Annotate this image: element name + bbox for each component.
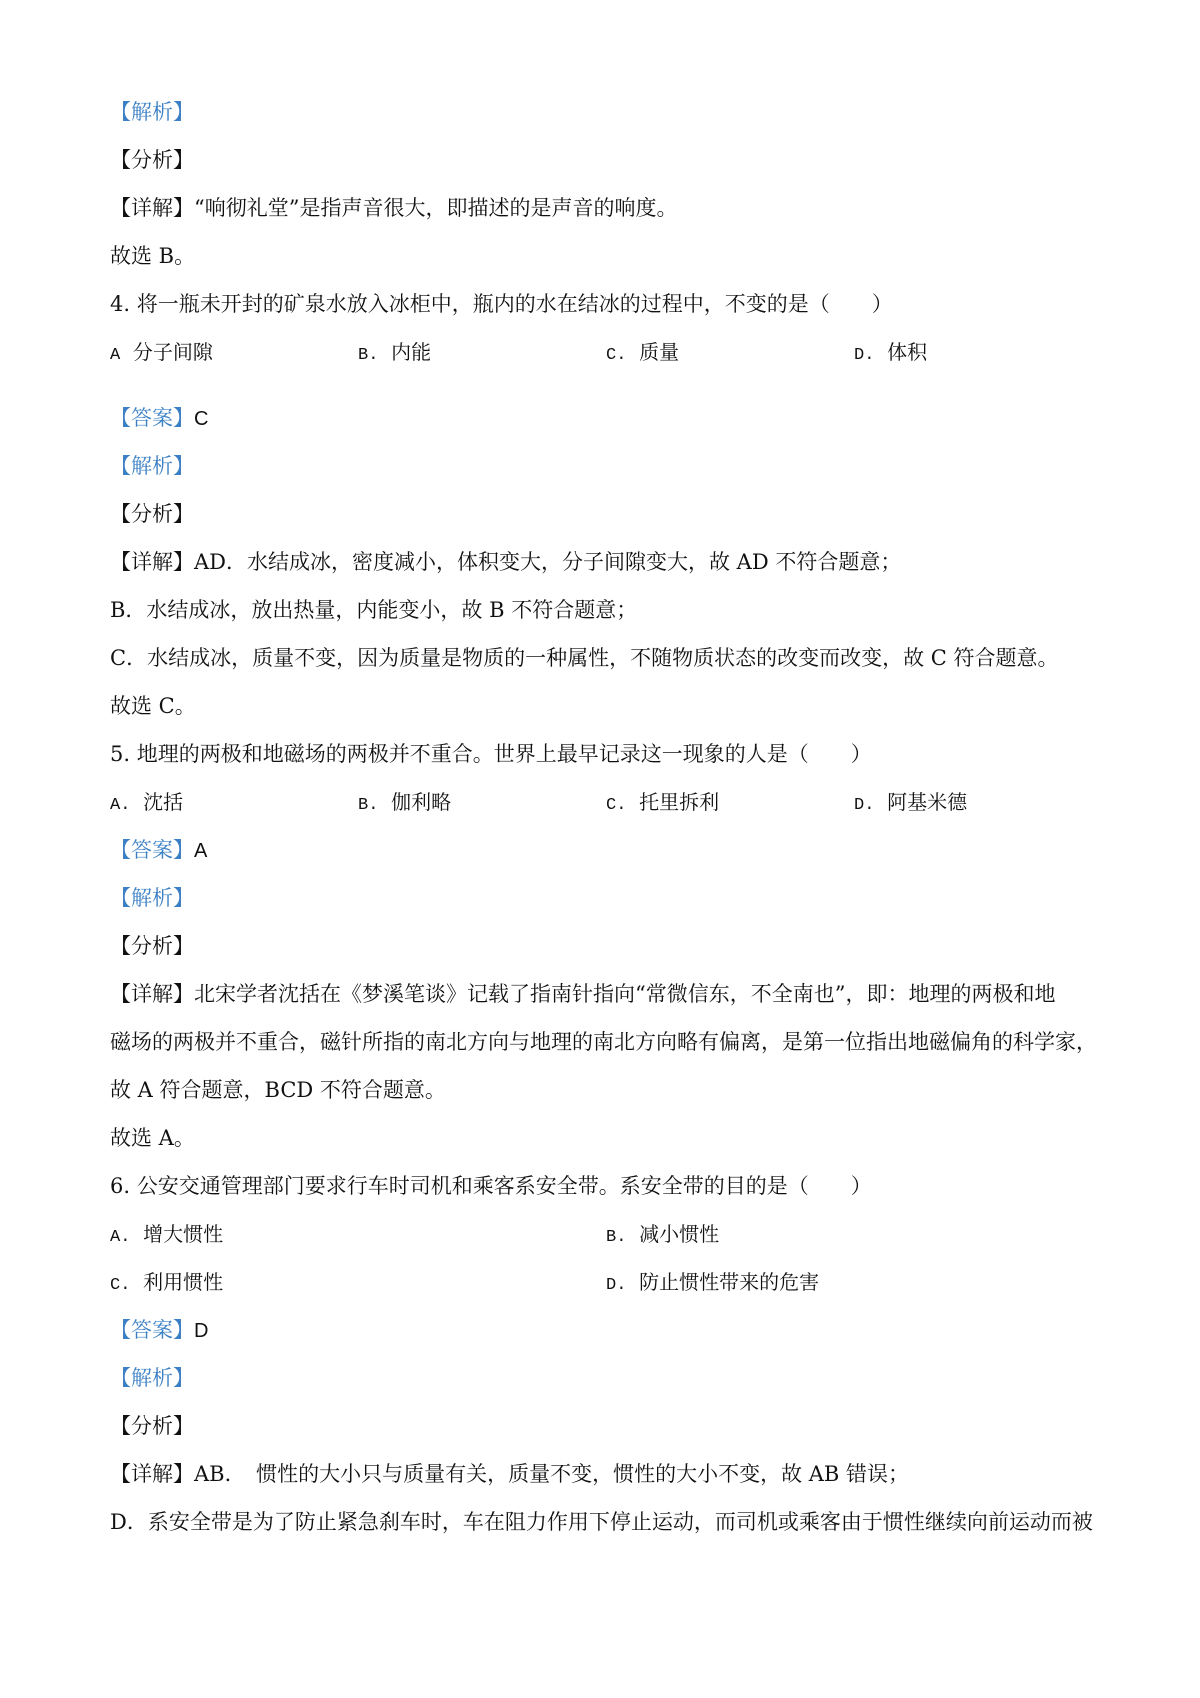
answer-label: 【答案】 [110, 406, 194, 430]
q5-fenxi-label: 【分析】 [110, 934, 194, 958]
q6-detail-line-2: D．系安全带是为了防止紧急刹车时，车在阻力作用下停止运动，而司机或乘客由于惯性继续向前运动而被 [110, 1510, 1093, 1534]
q5-detail-line-3: 故 A 符合题意，BCD 不符合题意。 [110, 1078, 446, 1102]
q4-option-d: D. 体积 [854, 340, 928, 365]
q6-fenxi-label: 【分析】 [110, 1414, 194, 1438]
q4-option-a: A 分子间隙 [110, 340, 213, 365]
q4-number: 4. [110, 292, 131, 316]
q3-detail [110, 194, 1090, 222]
q6-number: 6. [110, 1174, 131, 1198]
q4-option-b: B. 内能 [358, 340, 432, 365]
q4-conclusion: 故选 C。 [110, 694, 196, 718]
q5-option-d: D. 阿基米德 [854, 790, 968, 815]
q6-options-row-1 [110, 1220, 1090, 1248]
q5-option-b: B. 伽利略 [358, 790, 452, 815]
q6-option-a: A. 增大惯性 [110, 1222, 224, 1247]
q4-jiexi-label: 【解析】 [110, 454, 194, 478]
fenxi-label: 【分析】 [110, 148, 194, 172]
q4-fenxi-label: 【分析】 [110, 502, 194, 526]
q5-answer-value: A [194, 840, 208, 862]
q5-jiexi-label: 【解析】 [110, 886, 194, 910]
q5-answer: 【答案】A [110, 838, 208, 862]
q5-option-c: C. 托里拆利 [606, 790, 720, 815]
q6-jiexi-label: 【解析】 [110, 1366, 194, 1390]
q4-detail-line-2: B．水结成冰，放出热量，内能变小，故 B 不符合题意； [110, 598, 638, 622]
q5-stem-text: 地理的两极和地磁场的两极并不重合。世界上最早记录这一现象的人是（ ） [136, 742, 872, 766]
q6-answer-value: D [194, 1320, 209, 1342]
q5-stem [110, 740, 1090, 768]
q5-option-a: A. 沈括 [110, 790, 184, 815]
q5-detail-line-1: 【详解】北宋学者沈括在《梦溪笔谈》记载了指南针指向“常微信东，不全南也”，即：地理的两极和地 [110, 982, 1056, 1006]
q3-fenxi-label [110, 146, 1090, 174]
q4-stem [110, 290, 1090, 318]
q5-number: 5. [110, 742, 131, 766]
q6-stem [110, 1172, 1090, 1200]
q6-option-b: B. 减小惯性 [606, 1222, 720, 1247]
xiangjie-label: 【详解】 [110, 196, 194, 220]
q4-answer [110, 404, 1090, 433]
q4-stem-text: 将一瓶未开封的矿泉水放入冰柜中，瓶内的水在结冰的过程中，不变的是（ ） [136, 292, 893, 316]
q4-option-c: C. 质量 [606, 340, 680, 365]
q6-stem-text: 公安交通管理部门要求行车时司机和乘客系安全带。系安全带的目的是（ ） [136, 1174, 872, 1198]
jiexi-label: 【解析】 [110, 100, 194, 124]
q4-options [110, 338, 1090, 366]
q4-detail-line-1: 【详解】AD．水结成冰，密度减小，体积变大，分子间隙变大，故 AD 不符合题意； [110, 550, 902, 574]
q4-answer-value: C [194, 408, 209, 430]
q3-jiexi-label [110, 98, 1090, 126]
q6-option-c: C. 利用惯性 [110, 1270, 224, 1295]
q6-answer: 【答案】D [110, 1318, 209, 1342]
q5-detail-line-2: 磁场的两极并不重合，磁针所指的南北方向与地理的南北方向略有偏离，是第一位指出地磁偏角的科学家， [110, 1030, 1097, 1054]
q6-option-d: D. 防止惯性带来的危害 [606, 1270, 820, 1295]
q5-conclusion: 故选 A。 [110, 1126, 195, 1150]
q5-options [110, 788, 1090, 816]
q6-detail-line-1: 【详解】AB． 惯性的大小只与质量有关，质量不变，惯性的大小不变，故 AB 错误； [110, 1462, 910, 1486]
q3-conclusion: 故选 B。 [110, 244, 196, 268]
q3-detail-text: “响彻礼堂”是指声音很大，即描述的是声音的响度。 [194, 196, 678, 220]
q6-options-row-2 [110, 1268, 1090, 1296]
q4-detail-line-3: C．水结成冰，质量不变，因为质量是物质的一种属性，不随物质状态的改变而改变，故 C 符合题意。 [110, 646, 1059, 670]
